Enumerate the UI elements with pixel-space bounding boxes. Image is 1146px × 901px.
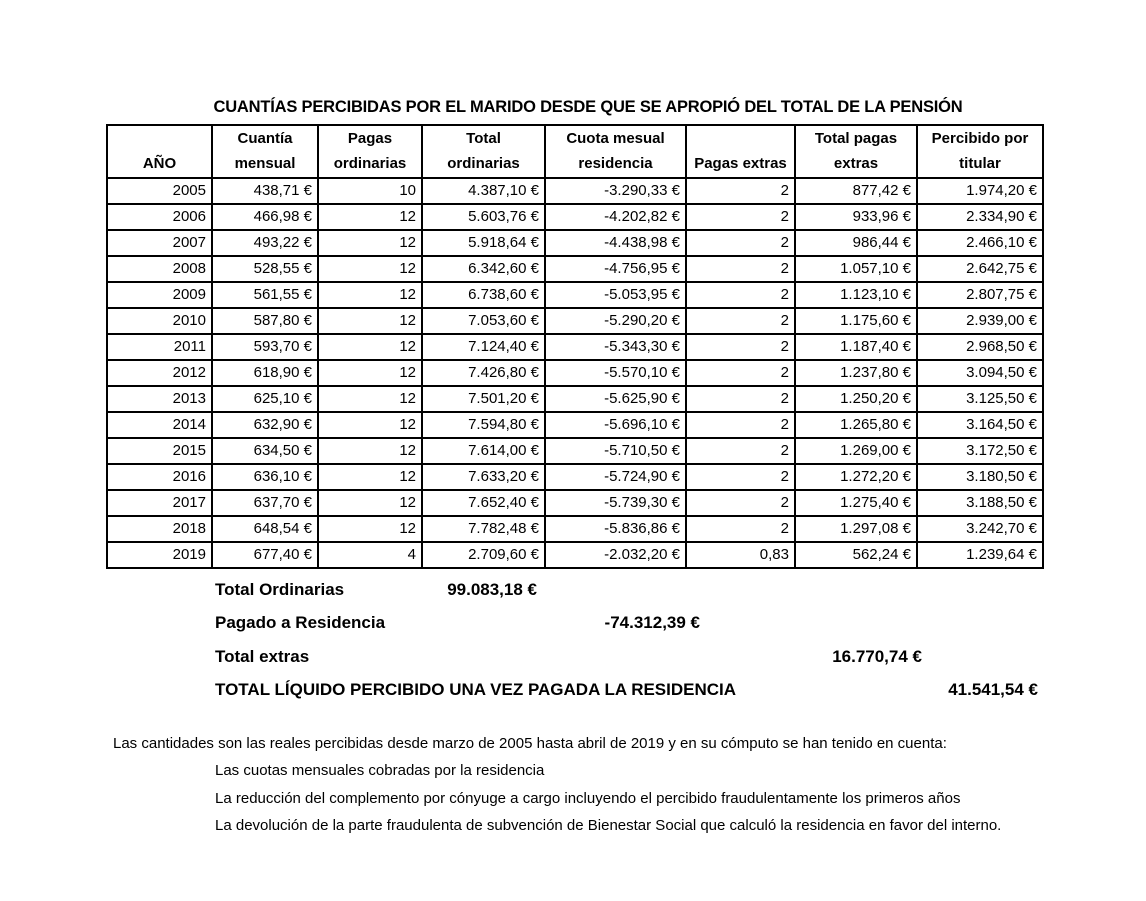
table-cell-col0: 2014 [107, 412, 212, 438]
table-cell-col0: 2010 [107, 308, 212, 334]
table-cell-col5: 0,83 [686, 542, 795, 568]
table-cell-col7: 3.180,50 € [917, 464, 1043, 490]
table-cell-col4: -5.053,95 € [545, 282, 686, 308]
table-cell-col3: 7.652,40 € [422, 490, 545, 516]
table-cell-col2: 12 [318, 282, 422, 308]
table-cell-col7: 3.242,70 € [917, 516, 1043, 542]
table-cell-col5: 2 [686, 178, 795, 204]
table-cell-col0: 2012 [107, 360, 212, 386]
pagado-residencia-row [0, 611, 1146, 635]
table-cell-col2: 12 [318, 412, 422, 438]
table-cell-col7: 2.968,50 € [917, 334, 1043, 360]
table-cell-col7: 2.807,75 € [917, 282, 1043, 308]
table-cell-col2: 12 [318, 464, 422, 490]
column-header: Percibido por titular [917, 125, 1043, 178]
table-cell-col7: 1.974,20 € [917, 178, 1043, 204]
table-cell-col4: -4.438,98 € [545, 230, 686, 256]
table-body [107, 178, 1043, 568]
table-cell-col6: 1.272,20 € [795, 464, 917, 490]
table-cell-col0: 2013 [107, 386, 212, 412]
column-header: Pagas ordinarias [318, 125, 422, 178]
table-cell-col1: 636,10 € [212, 464, 318, 490]
table-cell-col6: 1.237,80 € [795, 360, 917, 386]
table-cell-col6: 1.250,20 € [795, 386, 917, 412]
table-cell-col0: 2009 [107, 282, 212, 308]
table-cell-col0: 2019 [107, 542, 212, 568]
table-cell-col6: 562,24 € [795, 542, 917, 568]
table-cell-col2: 12 [318, 204, 422, 230]
table-row [107, 334, 1043, 360]
pension-table [106, 124, 1044, 569]
table-row [107, 490, 1043, 516]
table-cell-col2: 12 [318, 386, 422, 412]
table-cell-col5: 2 [686, 282, 795, 308]
table-cell-col0: 2011 [107, 334, 212, 360]
table-cell-col5: 2 [686, 334, 795, 360]
table-cell-col4: -5.739,30 € [545, 490, 686, 516]
table-cell-col3: 5.603,76 € [422, 204, 545, 230]
table-cell-col2: 4 [318, 542, 422, 568]
table-cell-col1: 625,10 € [212, 386, 318, 412]
table-header-row [107, 125, 1043, 178]
table-cell-col4: -2.032,20 € [545, 542, 686, 568]
table-cell-col0: 2017 [107, 490, 212, 516]
table-cell-col0: 2018 [107, 516, 212, 542]
total-label: TOTAL LÍQUIDO PERCIBIDO UNA VEZ PAGADA LA RESIDENCIA [215, 680, 737, 699]
table-cell-col5: 2 [686, 438, 795, 464]
table-cell-col0: 2015 [107, 438, 212, 464]
table-cell-col5: 2 [686, 386, 795, 412]
table-cell-col0: 2016 [107, 464, 212, 490]
table-cell-col6: 933,96 € [795, 204, 917, 230]
total-value: 99.083,18 € [447, 580, 537, 599]
table-cell-col3: 7.782,48 € [422, 516, 545, 542]
table-row [107, 438, 1043, 464]
table-cell-col6: 1.269,00 € [795, 438, 917, 464]
table-cell-col3: 7.594,80 € [422, 412, 545, 438]
page-title: CUANTÍAS PERCIBIDAS POR EL MARIDO DESDE QUE SE APROPIÓ DEL TOTAL DE LA PENSIÓN [213, 98, 963, 116]
table-row [107, 412, 1043, 438]
table-cell-col0: 2006 [107, 204, 212, 230]
table-cell-col2: 10 [318, 178, 422, 204]
table-cell-col4: -5.710,50 € [545, 438, 686, 464]
table-cell-col4: -3.290,33 € [545, 178, 686, 204]
table-cell-col5: 2 [686, 412, 795, 438]
table-cell-col0: 2007 [107, 230, 212, 256]
table-cell-col1: 528,55 € [212, 256, 318, 282]
table-cell-col6: 1.123,10 € [795, 282, 917, 308]
table-cell-col4: -5.290,20 € [545, 308, 686, 334]
table-cell-col5: 2 [686, 230, 795, 256]
table-cell-col3: 2.709,60 € [422, 542, 545, 568]
table-cell-col5: 2 [686, 490, 795, 516]
table-cell-col3: 7.124,40 € [422, 334, 545, 360]
table-cell-col2: 12 [318, 490, 422, 516]
table-cell-col3: 7.501,20 € [422, 386, 545, 412]
table-cell-col7: 2.466,10 € [917, 230, 1043, 256]
column-header: Total pagas extras [795, 125, 917, 178]
table-cell-col7: 2.642,75 € [917, 256, 1043, 282]
table-cell-col6: 1.297,08 € [795, 516, 917, 542]
table-cell-col7: 2.334,90 € [917, 204, 1043, 230]
table-cell-col3: 6.738,60 € [422, 282, 545, 308]
table-cell-col7: 2.939,00 € [917, 308, 1043, 334]
table-cell-col1: 466,98 € [212, 204, 318, 230]
table-cell-col3: 5.918,64 € [422, 230, 545, 256]
table-cell-col7: 3.164,50 € [917, 412, 1043, 438]
table-cell-col1: 438,71 € [212, 178, 318, 204]
table-cell-col1: 677,40 € [212, 542, 318, 568]
table-cell-col2: 12 [318, 230, 422, 256]
table-cell-col5: 2 [686, 256, 795, 282]
table-cell-col4: -5.696,10 € [545, 412, 686, 438]
table-cell-col0: 2005 [107, 178, 212, 204]
table-cell-col4: -5.625,90 € [545, 386, 686, 412]
column-header: Cuota mesual residencia [545, 125, 686, 178]
table-row [107, 360, 1043, 386]
table-row [107, 230, 1043, 256]
table-cell-col1: 634,50 € [212, 438, 318, 464]
table-cell-col7: 3.188,50 € [917, 490, 1043, 516]
total-value: 41.541,54 € [948, 680, 1038, 699]
table-cell-col2: 12 [318, 360, 422, 386]
table-row [107, 178, 1043, 204]
table-cell-col7: 3.125,50 € [917, 386, 1043, 412]
table-cell-col4: -5.836,86 € [545, 516, 686, 542]
note-line: Las cantidades son las reales percibidas desde marzo de 2005 hasta abril de 2019 y en su cómputo se han tenido en cuenta: [113, 735, 947, 752]
table-row [107, 308, 1043, 334]
table-cell-col1: 493,22 € [212, 230, 318, 256]
table-cell-col2: 12 [318, 516, 422, 542]
column-header: Cuantía mensual [212, 125, 318, 178]
table-cell-col7: 3.172,50 € [917, 438, 1043, 464]
table-row [107, 386, 1043, 412]
table-cell-col2: 12 [318, 308, 422, 334]
table-cell-col1: 637,70 € [212, 490, 318, 516]
table-cell-col5: 2 [686, 360, 795, 386]
table-cell-col2: 12 [318, 334, 422, 360]
table-cell-col6: 877,42 € [795, 178, 917, 204]
table-cell-col3: 7.614,00 € [422, 438, 545, 464]
table-cell-col1: 561,55 € [212, 282, 318, 308]
table-cell-col4: -4.202,82 € [545, 204, 686, 230]
table-cell-col3: 7.053,60 € [422, 308, 545, 334]
column-header: AÑO [107, 125, 212, 178]
table-row [107, 204, 1043, 230]
table-cell-col4: -5.724,90 € [545, 464, 686, 490]
table-cell-col4: -5.570,10 € [545, 360, 686, 386]
total-liquido-row [0, 678, 1146, 702]
table-cell-col6: 1.175,60 € [795, 308, 917, 334]
note-line: Las cuotas mensuales cobradas por la residencia [215, 762, 545, 779]
table-cell-col3: 7.426,80 € [422, 360, 545, 386]
table-cell-col7: 1.239,64 € [917, 542, 1043, 568]
table-cell-col0: 2008 [107, 256, 212, 282]
table-cell-col7: 3.094,50 € [917, 360, 1043, 386]
table-cell-col5: 2 [686, 204, 795, 230]
table-cell-col5: 2 [686, 516, 795, 542]
table-cell-col6: 986,44 € [795, 230, 917, 256]
table-cell-col1: 593,70 € [212, 334, 318, 360]
table-cell-col5: 2 [686, 308, 795, 334]
table-row [107, 464, 1043, 490]
table-cell-col3: 4.387,10 € [422, 178, 545, 204]
table-cell-col4: -5.343,30 € [545, 334, 686, 360]
table-cell-col5: 2 [686, 464, 795, 490]
table-cell-col6: 1.187,40 € [795, 334, 917, 360]
table-cell-col6: 1.057,10 € [795, 256, 917, 282]
total-label: Pagado a Residencia [215, 613, 386, 632]
table-cell-col4: -4.756,95 € [545, 256, 686, 282]
column-header: Total ordinarias [422, 125, 545, 178]
table-cell-col1: 632,90 € [212, 412, 318, 438]
table-cell-col6: 1.265,80 € [795, 412, 917, 438]
total-extras-row [0, 645, 1146, 669]
table-row [107, 516, 1043, 542]
table-cell-col3: 6.342,60 € [422, 256, 545, 282]
column-header: Pagas extras [686, 125, 795, 178]
note-line: La reducción del complemento por cónyuge a cargo incluyendo el percibido fraudulentamente los primeros años [215, 790, 961, 807]
table-cell-col1: 648,54 € [212, 516, 318, 542]
table-row [107, 256, 1043, 282]
table-cell-col1: 618,90 € [212, 360, 318, 386]
table-cell-col6: 1.275,40 € [795, 490, 917, 516]
total-label: Total extras [215, 647, 310, 666]
table-cell-col1: 587,80 € [212, 308, 318, 334]
table-cell-col3: 7.633,20 € [422, 464, 545, 490]
table-cell-col2: 12 [318, 256, 422, 282]
table-cell-col2: 12 [318, 438, 422, 464]
total-value: -74.312,39 € [604, 613, 700, 632]
total-value: 16.770,74 € [832, 647, 922, 666]
total-label: Total Ordinarias [215, 580, 345, 599]
total-ordinarias-row [0, 578, 1146, 602]
table-row [107, 282, 1043, 308]
note-line: La devolución de la parte fraudulenta de subvención de Bienestar Social que calculó la residencia en favor del interno. [215, 817, 1002, 834]
table-row [107, 542, 1043, 568]
